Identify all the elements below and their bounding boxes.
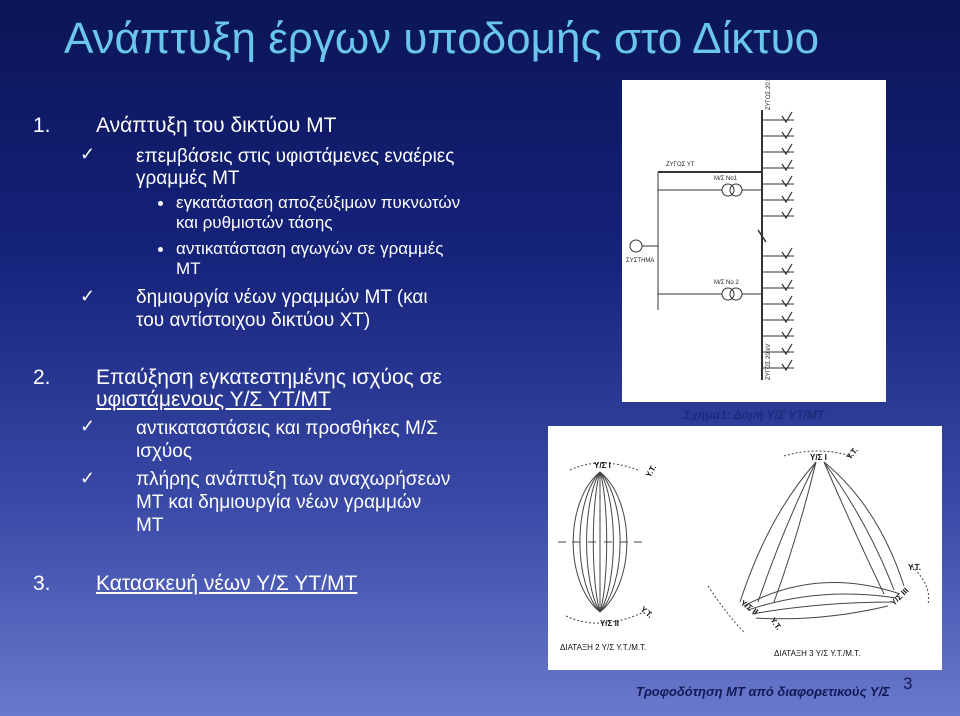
check-icon: ✓ [80, 468, 96, 488]
section2-item1-line2: ισχύος [136, 441, 193, 462]
diagram3-ys1-label: Υ/Σ Ι [810, 453, 827, 462]
diagram3-ys2-label: Υ/Σ ΙΙ [738, 598, 760, 617]
diagram2-ys2-label: Υ/Σ ΙΙ [600, 619, 620, 628]
check-icon: ✓ [80, 286, 96, 306]
check-icon: ✓ [80, 416, 96, 436]
ms2-label: Μ/Σ Νο 2 [714, 280, 739, 286]
network-diagrams-svg [548, 426, 942, 670]
section3-heading: Κατασκευή νέων Υ/Σ ΥΤ/ΜΤ [96, 572, 358, 595]
section2-heading-line1: Επαύξηση εγκατεστημένης ισχύος σε [96, 366, 442, 389]
diagram2-caption: ΔΙΑΤΑΞΗ 2 Υ/Σ Υ.Τ./Μ.Τ. [560, 643, 647, 652]
system-source-circle [630, 240, 642, 252]
substation-diagram-svg [622, 80, 886, 402]
ms1-label: Μ/Σ Νο1 [714, 176, 738, 182]
section1-item1-line1: επεμβάσεις στις υφιστάμενες εναέριες [136, 146, 455, 167]
section2-item2-line2: ΜΤ και δημιουργία νέων γραμμών [136, 492, 422, 513]
section2-item2-line1: πλήρης ανάπτυξη των αναχωρήσεων [136, 469, 451, 490]
section3-number: 3. [33, 572, 51, 595]
section1-sub1-line2: και ρυθμιστών τάσης [176, 213, 333, 232]
diagram3-yt-b-label: Υ.Τ. [768, 615, 784, 632]
network-diagrams-panel [548, 426, 942, 670]
check-icon: ✓ [80, 144, 96, 164]
footer-caption: Τροφοδότηση ΜΤ από διαφορετικούς Υ/Σ [636, 684, 890, 699]
section1-item2-line2: του αντίστοιχου δικτύου ΧΤ) [136, 310, 371, 331]
diagram3-left-feed [708, 586, 744, 632]
diagram2-yt-b-label: Υ.Τ. [638, 604, 655, 620]
feeder-lines [762, 120, 794, 368]
section1-sub2-line1: αντικατάσταση αγωγών σε γραμμές [176, 239, 444, 258]
bullet-icon [158, 247, 163, 252]
section2-heading-line2: υφιστάμενους Υ/Σ ΥΤ/ΜΤ [96, 388, 331, 411]
zygos-top-label: ΖΥΓΟΣ 20 kV [766, 80, 772, 110]
section1-item2-line1: δημιουργία νέων γραμμών ΜΤ (και [136, 287, 428, 308]
section1-number: 1. [33, 114, 51, 137]
feeder-switches [782, 112, 792, 370]
diagram3-yt-c-label: Υ.Τ. [908, 563, 921, 572]
section1-sub2-line2: ΜΤ [176, 259, 201, 278]
system-label: ΣΥΣΤΗΜΑ [626, 258, 655, 264]
diagram3-ys3-label: Υ/Σ ΙΙΙ [889, 586, 911, 608]
diagram2-arcs [573, 472, 627, 612]
diagram1-caption: Σχήμα1: Δομή Υ/Σ ΥΤ/ΜΤ [684, 408, 825, 422]
diagram3-yt-a-label: Υ.Τ. [844, 445, 860, 462]
section2-item2-line3: ΜΤ [136, 515, 164, 536]
page-number: 3 [903, 674, 913, 693]
diagram3-arcs [740, 462, 904, 619]
substation-diagram [622, 80, 886, 402]
diagram2-ys1-label: Υ/Σ Ι [594, 461, 611, 470]
diagram3-caption: ΔΙΑΤΑΞΗ 3 Υ/Σ Υ.Τ./Μ.Τ. [774, 649, 861, 658]
section2-item1-line1: αντικαταστάσεις και προσθήκες Μ/Σ [136, 418, 438, 439]
diagram2-yt-a-label: Υ.Τ. [643, 463, 659, 479]
busbar-label: ΖΥΓΟΣ ΥΤ [666, 162, 695, 168]
section1-sub1-line1: εγκατάσταση αποζεύξιμων πυκνωτών [176, 193, 461, 212]
section1-item1-line2: γραμμές ΜΤ [136, 168, 240, 189]
bullet-icon [158, 201, 163, 206]
section2-number: 2. [33, 366, 51, 389]
section1-heading: Ανάπτυξη του δικτύου ΜΤ [96, 114, 337, 137]
slide-title: Ανάπτυξη έργων υποδομής στο Δίκτυο [64, 14, 820, 63]
zygos-bottom-label: ΖΥΓΟΣ 20 kV [766, 343, 772, 380]
